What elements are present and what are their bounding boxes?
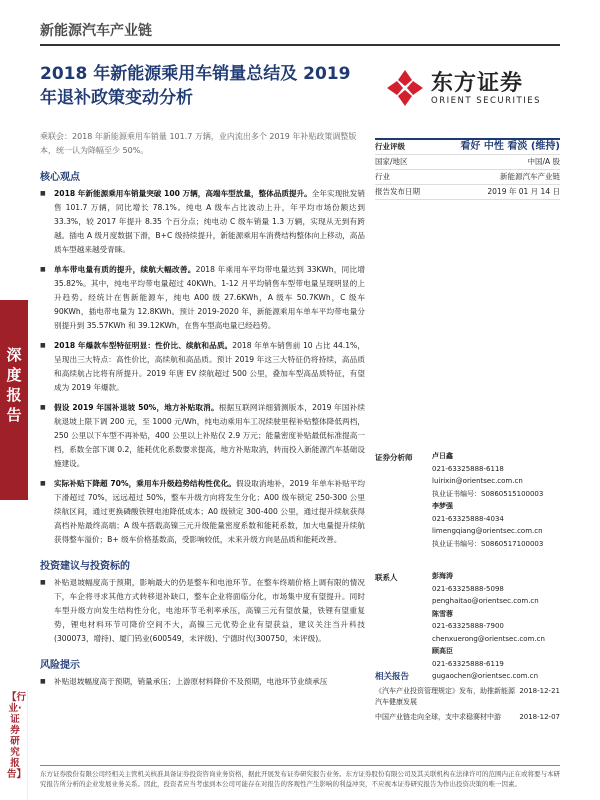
section-invest-heading: 投资建议与投资标的 [40, 561, 130, 572]
core-bullet-text: 假设取消地补，2019 年单车补贴平均下滑超过 70%，远远超过 50%，整车升级方向将发生分化；A00 级车锁定 250-300 公里续航区间，通过更换磷酸铁锂电池降低成本；A0 级锁定 300-400 公里，通过提升续航获得高档补贴最终高端；A 级车搭载高镍三元升级能量密度系数和能耗系数，加大电量提升续航获得整车溢价；B+ 级车价格基数高，受影响较低，未来升级方向是品质和能耗改善。 [54, 479, 365, 544]
report-title: 2018 年新能源乘用车销量总结及 2019 年退补政策变动分析 [40, 64, 351, 108]
core-bullet-text: 2018 年单车销售前 10 占比 44.1%，呈现出三大特点：高性价比，高续航和高品质。预计 2019 年这三大特征仍将持续，高品质和高续航占比将有所提升。2019 年唐 EV 续航超过 500 公里，叠加车型高品质特征，有望成为 2019 年爆款。 [54, 341, 365, 392]
contact-name: 陈雪蓉 [432, 609, 453, 618]
related-date: 2018-12-21 [519, 687, 560, 695]
contact-tel: 021-63325888-7900 [432, 622, 504, 630]
sector-label: 新能源汽车产业链 [40, 23, 152, 39]
related-title: 《汽车产业投资管理规定》发布，助推新能源汽车健康发展 [375, 687, 515, 706]
contact-block [432, 570, 562, 683]
core-bullet-text: 根据互联网详细猜测版本，2019 年国补续航退坡上限下调 200 元，至 1000 元/Wh，纯电动乘用车工况续驶里程补贴整体降低两档，250 公里以下车型不再补贴，400 公里以上补贴仅 2.9 万元；能量密度补贴最低标准提高一档，系数全部下调 0.2，能耗优化系数要求提高，地方补贴取消，转而投入新能源汽车基础设施建设。 [54, 403, 365, 468]
info-panel [375, 138, 560, 200]
core-bullet-text: 全年实现批发销售 101.7 万辆，同比增长 78.1%。纯电 A 级车占比波动上升，年平均市场份额达到 33.3%，较 2017 年提升 8.35 个百分点；纯电动 C 级车销量 1.3 万辆，实现从无到有跨越。插电 A 级月度数据下滑，B+C 级持续提升，新能源乘用车消费结构整体向上移动，高品质车型越来越受青睐。 [54, 189, 366, 254]
info-key: 报告发布日期 [375, 187, 420, 196]
related-item[interactable] [375, 686, 560, 708]
analyst-name: 卢日鑫 [432, 452, 453, 460]
related-date: 2018-12-07 [519, 713, 560, 721]
contact-email[interactable]: gugaochen@orientsec.com.cn [432, 672, 539, 680]
info-value: 看好 中性 看淡 (维持) [460, 141, 560, 152]
core-bullet-bold: 2018 年爆款车型特征明显：性价比、续航和品质。 [54, 341, 233, 350]
core-bullet [40, 187, 365, 257]
core-bullet-bold: 单车带电量有质的提升，续航大幅改善。 [54, 265, 196, 274]
analyst-cert: 执业证书编号：S0860517100003 [432, 539, 544, 548]
analyst-email[interactable]: luirixin@orientsec.com.cn [432, 477, 523, 485]
company-logo [385, 66, 560, 112]
analyst-email[interactable]: limengqiang@orientsec.com.cn [432, 527, 543, 535]
info-key: 国家/地区 [375, 157, 408, 166]
logo-mark-icon [385, 68, 425, 108]
contact-email[interactable]: penghaitao@orientsec.com.cn [432, 597, 539, 605]
disclaimer-footer: 东方证券股份有限公司经相关主管机关核准具备证券投资咨询业务资格，据此开展发布证券研究报告业务。东方证券股份有限公司及其关联机构在法律许可的范围内正在或将要与本研究报告所分析的企业发展业务关系。因此，投资者应当考虑到本公司可能存在对报告的客观性产生影响的利益冲突，不应视本证券研究报告为作出投资决策的唯一因素。 [40, 765, 560, 789]
info-value: 2019 年 01 月 14 日 [487, 187, 560, 196]
analyst-tel: 021-63325888-4034 [432, 514, 504, 523]
info-value: 新能源汽车产业链 [500, 172, 560, 181]
contact-tel: 021-63325888-6119 [432, 659, 504, 668]
info-row [375, 155, 560, 170]
info-value: 中国/A 股 [527, 157, 560, 166]
analyst-cert: 执业证书编号：S0860515100003 [432, 489, 544, 498]
related-item[interactable] [375, 712, 560, 723]
logo-en: ORIENT SECURITIES [431, 96, 542, 106]
analyst-block [432, 450, 562, 550]
core-bullet [40, 339, 365, 395]
core-bullet-text: 2018 年乘用车平均带电量达到 33KWh，同比增 35.82%。其中，纯电平均带电量超过 40KWh。1-12 月平均销售车型带电量呈现明显的上升趋势。经统计在售新能源车，纯电 A00 级 27.6KWh，A 级车 50.7KWh，C 级车 90KWh，插电带电量为 12.8KWh。预计 2019-2020 年，新能源乘用车单车平均带电量分别提升到 35.57KWh 和 39.12KWh，在售车型高电量已经趋势。 [54, 265, 365, 330]
section-core-heading: 核心观点 [40, 172, 80, 183]
info-key: 行业 [375, 172, 390, 181]
contact-tel: 021-63325888-5098 [432, 584, 504, 593]
info-key: 行业评级 [375, 142, 405, 151]
analyst-name: 李梦强 [432, 502, 453, 510]
side-tag-text: 深度报告 [6, 346, 22, 424]
invest-bullet: ■ 补贴退坡幅度高于预期，影响最大的仍是整车和电池环节。在整车终端价格上调有限的情况下，车企将寻求其他方式转移退补缺口，整车企业将面临分化，市场集中度有望提升。同时车型升级方向发生结构性分化，电池环节毛利率承压，高镍三元有望放量，铁锂有望重复势，锂电材料环节可降价空间不大，高镍三元优势企业有望获益，建议关注当升科技(300073，增持)、厦门钨业(600549，未评级)、宁德时代(300750，未评级)。 [40, 576, 365, 646]
risk-bullet: ■ 补贴退坡幅度高于预期，销量承压；上游原材料降价不及预期，电池环节业绩承压 [40, 675, 365, 689]
info-row [375, 170, 560, 185]
info-row [375, 138, 560, 155]
core-bullet-bold: 2018 年新能源乘用车销量突破 100 万辆，高端车型放量，整体品质提升。 [54, 189, 312, 198]
main-column [40, 130, 365, 695]
core-bullet [40, 477, 365, 547]
header-rule [40, 44, 560, 46]
analyst-tel: 021-63325888-6118 [432, 464, 504, 473]
contact-name: 顾高臣 [432, 647, 453, 655]
side-tag2-text: 【行业·证券研究报告】 [7, 692, 27, 780]
analyst-label: 证券分析师 [375, 453, 413, 462]
section-risk-heading: 风险提示 [40, 660, 80, 671]
logo-cn: 东方证券 [431, 71, 524, 96]
abstract: 乘联会：2018 年新能源乘用车销量 101.7 万辆，业内流出多个 2019 年补贴政策调整版本，统一认为降幅至少 50%。 [40, 132, 357, 155]
related-heading: 相关报告 [375, 672, 410, 682]
core-bullet-bold: 实际补贴下降超 70%，乘用车升级趋势结构性优化。 [54, 479, 236, 488]
contact-label: 联系人 [375, 573, 398, 582]
core-bullet [40, 401, 365, 471]
contact-email[interactable]: chenxuerong@orientsec.com.cn [432, 634, 545, 643]
info-row [375, 185, 560, 200]
core-bullet-bold: 假设 2019 年国补退坡 50%，地方补贴取消。 [54, 403, 219, 412]
core-bullet [40, 263, 365, 333]
related-title: 中国产业链走向全球，支中求稳赛材中游 [375, 713, 501, 721]
contact-name: 彭海涛 [432, 572, 453, 580]
